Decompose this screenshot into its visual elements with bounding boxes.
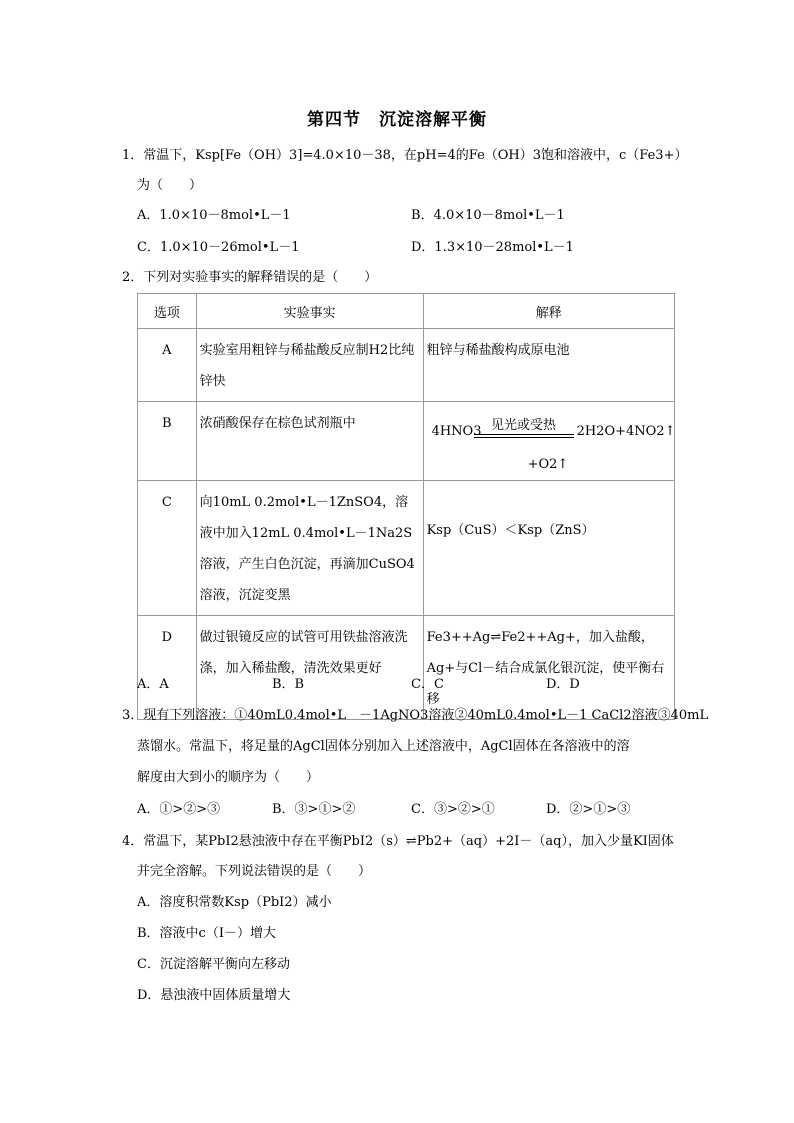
q1-stem-line1: 1．常温下，Ksp[Fe（OH）3]=4.0×10－38，在pH=4的Fe（OH）3饱和溶液中，c（Fe3+）	[122, 148, 688, 163]
row-explain: Ksp（CuS）＜Ksp（ZnS）	[426, 523, 595, 538]
q3-option-a: A．①>②>③	[137, 802, 221, 817]
q3-stem-line3: 解度由大到小的顺序为（ ）	[137, 770, 320, 785]
q2-stem: 2．下列对实验事实的解释错误的是（ ）	[122, 270, 378, 285]
q1-option-c: C．1.0×10－26mol•L－1	[137, 240, 300, 255]
q1-option-b: B．4.0×10－8mol•L－1	[411, 208, 565, 223]
q2-option-b: B．B	[272, 677, 305, 692]
row-label: B	[162, 416, 172, 431]
q1-option-a: A．1.0×10－8mol•L－1	[137, 208, 291, 223]
table-row	[138, 329, 675, 402]
row-explain: Fe3++Ag⇌Fe2++Ag+，加入盐酸，Ag+与Cl－结合成氯化银沉淀，使平衡右移	[426, 630, 665, 707]
header-fact: 实验事实	[196, 294, 423, 329]
row-fact: 实验室用粗锌与稀盐酸反应制H2比纯锌快	[199, 343, 415, 389]
q3-stem-line2: 蒸馏水。常温下，将足量的AgCl固体分别加入上述溶液中，AgCl固体在各溶液中的溶	[137, 739, 630, 754]
decomposition-equation	[424, 402, 674, 480]
q1-stem-line2: 为（ ）	[137, 178, 203, 193]
equation-reactant: 4HNO3	[431, 424, 482, 439]
header-explain: 解释	[423, 294, 674, 329]
table-row	[138, 616, 675, 720]
page-title: 第四节 沉淀溶解平衡	[307, 110, 487, 130]
row-label: D	[161, 630, 173, 645]
q3-option-c: C．③>②>①	[411, 802, 495, 817]
equation-arrow	[474, 437, 574, 438]
q3-option-d: D．②>①>③	[546, 802, 631, 817]
header-option: 选项	[138, 294, 197, 329]
q3-option-b: B．③>①>②	[272, 802, 356, 817]
equation-product: 2H2O+4NO2↑	[576, 424, 676, 439]
equation-product-2: +O2↑	[527, 457, 569, 472]
row-label: C	[161, 495, 172, 510]
q2-option-a: A．A	[137, 677, 169, 692]
equation-condition: 见光或受热	[491, 418, 557, 433]
q4-option-c: C．沉淀溶解平衡向左移动	[137, 957, 290, 972]
q4-stem-line2: 并完全溶解。下列说法错误的是（ ）	[137, 864, 372, 879]
row-fact: 做过银镜反应的试管可用铁盐溶液洗涤，加入稀盐酸，清洗效果更好	[199, 630, 408, 676]
table-row	[138, 402, 675, 481]
q2-option-d: D．D	[546, 677, 580, 692]
q2-table	[137, 293, 675, 720]
q4-option-d: D．悬浊液中固体质量增大	[137, 988, 291, 1003]
equation-arrow	[474, 434, 574, 435]
q1-option-d: D．1.3×10－28mol•L－1	[411, 240, 574, 255]
row-fact: 向10mL 0.2mol•L－1ZnSO4，溶液中加入12mL 0.4mol•L－1Na2S溶液，产生白色沉淀，再滴加CuSO4溶液，沉淀变黑	[199, 495, 415, 603]
row-explain: 粗锌与稀盐酸构成原电池	[426, 343, 570, 358]
q4-option-a: A．溶度积常数Ksp（PbI2）减小	[137, 895, 332, 910]
q3-stem-line1: 3．现有下列溶液：①40mL0.4mol•L －1AgNO3溶液②40mL0.4mol•L－1 CaCl2溶液③40mL	[122, 708, 709, 723]
table-row	[138, 481, 675, 616]
row-fact: 浓硝酸保存在棕色试剂瓶中	[199, 416, 356, 431]
q4-stem-line1: 4．常温下，某PbI2悬浊液中存在平衡PbI2（s）⇌Pb2+（aq）+2I－（aq），加入少量KI固体	[122, 834, 674, 849]
q4-option-b: B．溶液中c（I－）增大	[137, 926, 276, 941]
row-label: A	[162, 343, 172, 358]
table-header-row	[138, 294, 675, 329]
q2-option-c: C．C	[411, 677, 444, 692]
